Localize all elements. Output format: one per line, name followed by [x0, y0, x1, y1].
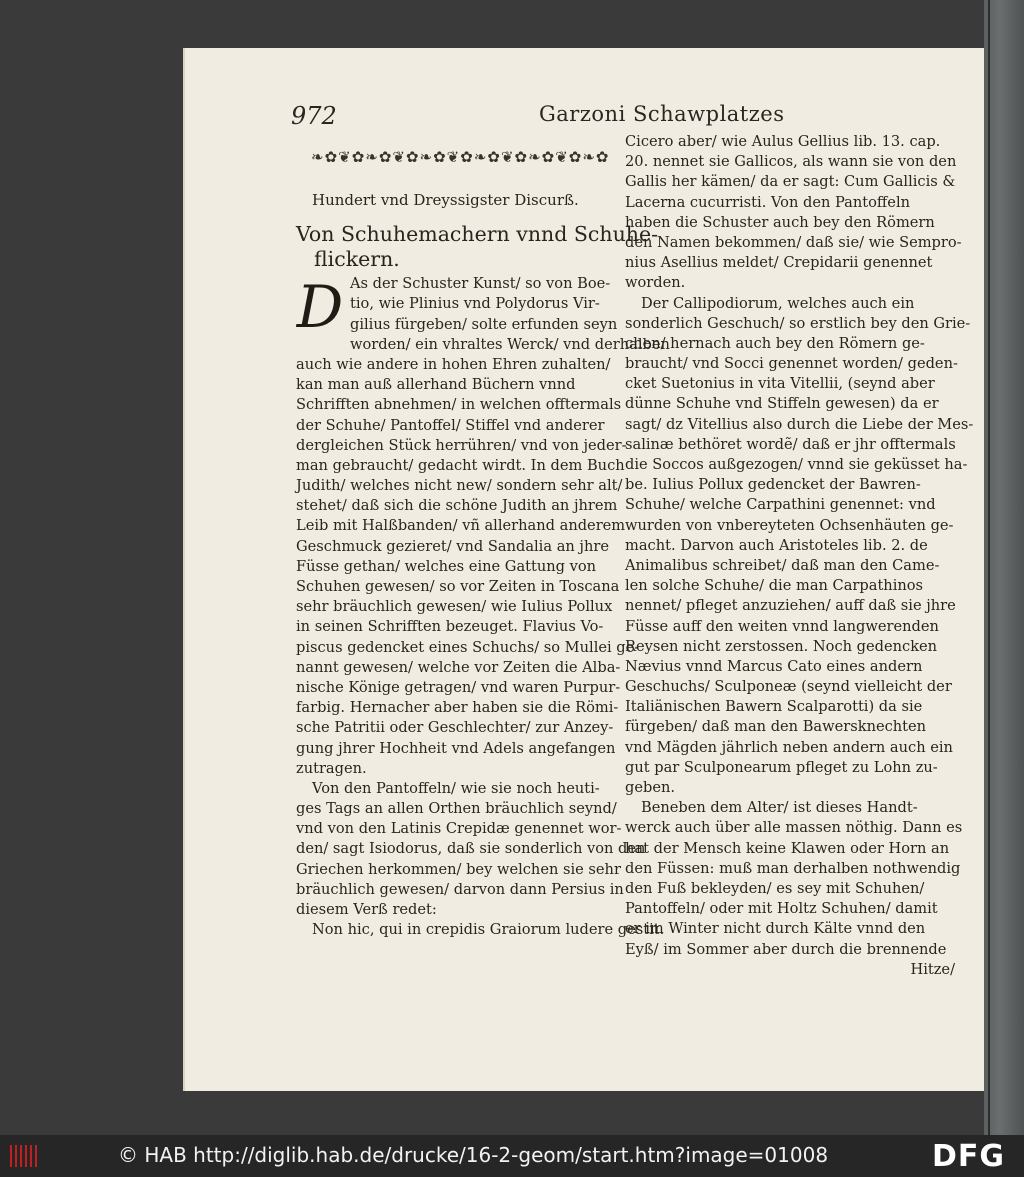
left-body-text: [296, 274, 670, 940]
text-line: der Schuhe/ Pantoffel/ Stiffel vnd anderer: [296, 416, 605, 434]
text-line: Geschmuck gezieret/ vnd Sandalia an jhre: [296, 537, 609, 555]
text-line: Pantoffeln/ oder mit Holtz Schuhen/ damit: [625, 900, 938, 918]
title-line: Von Schuhemachern vnnd Schuhe-: [296, 222, 659, 247]
text-line: Gallis her kämen/ da er sagt: Cum Gallicis &: [625, 173, 956, 191]
text-line: Schuhe/ welche Carpathini genennet: vnd: [625, 496, 936, 514]
text-line: stehet/ daß sich die schöne Judith an jhrem: [296, 497, 618, 515]
text-line: hat der Mensch keine Klawen oder Horn an: [625, 839, 950, 857]
text-line: sonderlich Geschuch/ so erstlich bey den Grie-: [625, 314, 971, 332]
book-page: [183, 48, 986, 1091]
ornament-border: ❧✿❦✿❧✿❦✿❧✿❦✿❧✿❦✿❧✿❦✿❧✿: [311, 148, 610, 166]
text-line: die Soccos außgezogen/ vnnd sie geküsset ha-: [625, 456, 968, 473]
text-line: 20. nennet sie Gallicos, als wann sie von den: [625, 153, 957, 171]
text-line: wurden von vnbereyteten Ochsenhäuten ge-: [625, 516, 954, 534]
left-column: [296, 190, 670, 940]
text-line: Reysen nicht zerstossen. Noch gedencken: [625, 637, 938, 655]
text-line: kan man auß allerhand Büchern vnnd: [296, 376, 576, 394]
text-line: salinæ bethöret wordẽ/ daß er jhr offtermals: [625, 435, 956, 453]
text-line: macht. Darvon auch Aristoteles lib. 2. de: [625, 536, 928, 554]
dropcap-initial: D: [296, 273, 344, 342]
text-line: tio, wie Plinius vnd Polydorus Vir-: [350, 295, 600, 313]
text-line: gung jhrer Hochheit vnd Adels angefangen: [296, 739, 616, 757]
chapter-title: [296, 222, 659, 272]
text-line: ges Tags an allen Orthen bräuchlich seynd/: [296, 800, 617, 818]
barcode-icon: [10, 1145, 38, 1167]
text-line: gilius fürgeben/ solte erfunden seyn: [350, 315, 618, 333]
text-line: Non hic, qui in crepidis Graiorum ludere gestit.: [312, 921, 665, 939]
text-line: nius Asellius meldet/ Crepidarii genennet: [625, 254, 933, 272]
discurs-heading: Hundert vnd Dreyssigster Discurß.: [312, 191, 579, 209]
text-line: len solche Schuhe/ die man Carpathinos: [625, 577, 924, 595]
text-line: cket Suetonius in vita Vitellii, (seynd aber: [625, 375, 935, 393]
text-line: Cicero aber/ wie Aulus Gellius lib. 13. cap.: [625, 133, 941, 150]
text-line: Der Callipodiorum, welches auch ein: [641, 294, 915, 312]
text-line: den/ sagt Isiodorus, daß sie sonderlich von den: [296, 840, 646, 858]
text-line: dergleichen Stück herrühren/ vnd von jeder-: [296, 436, 627, 454]
source-url[interactable]: © HAB http://diglib.hab.de/drucke/16-2-geom/start.htm?image=01008: [118, 1143, 829, 1167]
text-line: Von den Pantoffeln/ wie sie noch heuti-: [312, 779, 600, 797]
title-line: flickern.: [314, 247, 400, 272]
text-line: Füsse gethan/ welches eine Gattung von: [296, 557, 597, 575]
text-line: Nævius vnnd Marcus Cato eines andern: [625, 657, 923, 675]
text-line: man gebraucht/ gedacht wirdt. In dem Buch: [296, 456, 625, 474]
text-line: Beneben dem Alter/ ist dieses Handt-: [641, 799, 918, 817]
text-line: sagt/ dz Vitellius also durch die Liebe der Mes-: [625, 415, 974, 433]
next-page-edge: [984, 0, 1024, 1135]
text-line: den Füssen: muß man derhalben nothwendig: [625, 859, 961, 877]
dfg-logo: DFG: [932, 1139, 1006, 1174]
text-line: Schuhen gewesen/ so vor Zeiten in Toscana: [296, 578, 620, 596]
text-line: sehr bräuchlich gewesen/ wie Iulius Pollux: [296, 598, 613, 616]
text-line: auch wie andere in hohen Ehren zuhalten/: [296, 355, 611, 373]
text-line: den Fuß bekleyden/ es sey mit Schuhen/: [625, 879, 925, 897]
text-line: in seinen Schrifften bezeuget. Flavius Vo-: [296, 618, 604, 636]
right-column: [625, 132, 974, 980]
text-line: Hitze/: [910, 960, 955, 978]
text-line: er im Winter nicht durch Kälte vnnd den: [625, 920, 926, 938]
text-line: Italiänischen Bawern Scalparotti) da sie: [625, 698, 923, 716]
text-line: nennet/ pfleget anzuziehen/ auff daß sie jhre: [625, 597, 956, 615]
text-line: Schrifften abnehmen/ in welchen offtermals: [296, 396, 622, 414]
text-line: Lacerna cucurristi. Von den Pantoffeln: [625, 193, 911, 211]
text-line: den Namen bekommen/ daß sie/ wie Sempro-: [625, 233, 962, 251]
text-line: vnd Mägden jährlich neben andern auch ein: [625, 738, 953, 756]
text-line: gut par Sculponearum pfleget zu Lohn zu-: [625, 758, 938, 776]
text-line: As der Schuster Kunst/ so von Boe-: [350, 275, 611, 293]
text-line: worden/ ein vhraltes Werck/ vnd derhalben: [350, 335, 670, 353]
text-line: sche Patritii oder Geschlechter/ zur Anzey-: [296, 719, 614, 737]
text-line: Judith/ welches nicht new/ sondern sehr alt/: [296, 477, 623, 495]
text-line: Animalibus schreibet/ daß man den Came-: [625, 556, 940, 574]
footer-bar: [0, 1135, 1024, 1177]
text-line: piscus gedencket eines Schuchs/ so Mullei ge-: [296, 638, 640, 656]
text-line: vnd von den Latinis Crepidæ genennet wor-: [296, 820, 622, 838]
text-line: chen/ hernach auch bey den Römern ge-: [625, 334, 925, 352]
text-line: nische Könige getragen/ vnd waren Purpur-: [296, 678, 621, 696]
text-line: farbig. Hernacher aber haben sie die Römi-: [296, 699, 619, 717]
text-line: Leib mit Halßbanden/ vñ allerhand anderem: [296, 517, 626, 535]
text-line: Griechen herkommen/ bey welchen sie sehr: [296, 860, 621, 878]
text-line: haben die Schuster auch bey den Römern: [625, 213, 935, 231]
text-line: Geschuchs/ Sculponeæ (seynd vielleicht der: [625, 678, 952, 696]
text-line: geben.: [625, 779, 675, 796]
page-number: 972: [291, 102, 337, 130]
right-body-text: [625, 132, 974, 980]
text-line: Eyß/ im Sommer aber durch die brennende: [625, 940, 947, 958]
text-line: fürgeben/ daß man den Bawersknechten: [625, 718, 927, 736]
text-line: zutragen.: [296, 759, 367, 777]
text-line: nannt gewesen/ welche vor Zeiten die Alba-: [296, 658, 621, 676]
text-line: dünne Schuhe vnd Stiffeln gewesen) da er: [625, 395, 939, 413]
text-line: Füsse auff den weiten vnnd langwerenden: [625, 617, 939, 635]
text-line: diesem Verß redet:: [296, 901, 437, 919]
text-line: werck auch über alle massen nöthig. Dann es: [625, 819, 963, 837]
text-line: be. Iulius Pollux gedencket der Bawren-: [625, 476, 921, 494]
text-line: braucht/ vnd Socci genennet worden/ geden-: [625, 355, 958, 373]
running-head: Garzoni Schawplatzes: [539, 102, 785, 126]
text-line: bräuchlich gewesen/ darvon dann Persius in: [296, 880, 624, 898]
text-line: worden.: [625, 274, 686, 292]
